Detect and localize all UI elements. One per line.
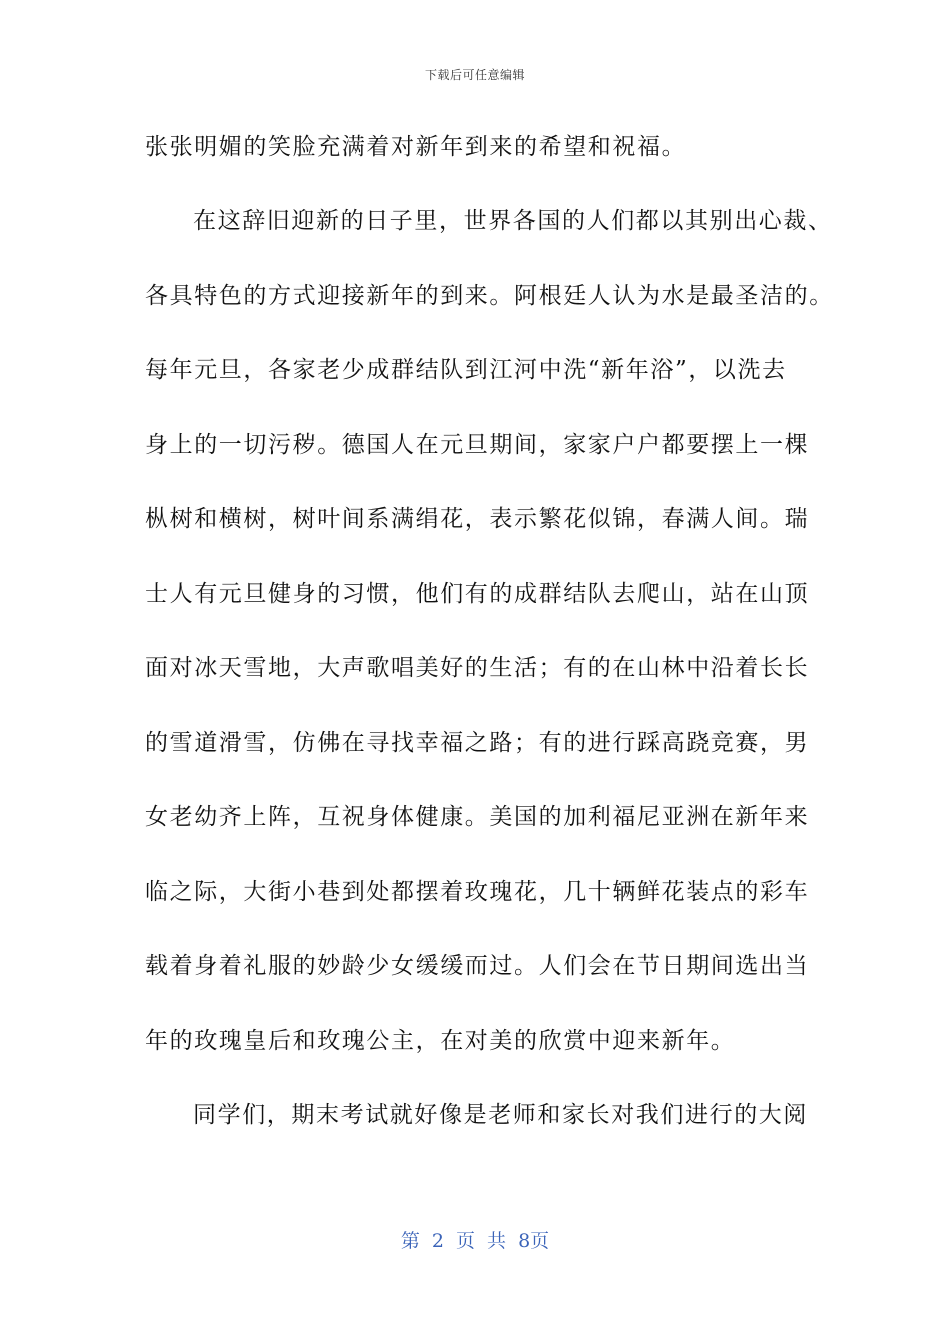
- text-line: 临之际，大街小巷到处都摆着玫瑰花，几十辆鲜花装点的彩车: [145, 879, 810, 905]
- text-line: 在这辞旧迎新的日子里，世界各国的人们都以其别出心裁、: [193, 208, 833, 234]
- text-line: 枞树和横树，树叶间系满绢花，表示繁花似锦，春满人间。瑞: [145, 506, 810, 532]
- text-line: 士人有元旦健身的习惯，他们有的成群结队去爬山，站在山顶: [145, 581, 810, 607]
- text-line: 女老幼齐上阵，互祝身体健康。美国的加利福尼亚洲在新年来: [145, 804, 810, 830]
- header-note: 下载后可任意编辑: [424, 68, 525, 82]
- page-number: 第 2 页 共 8页: [400, 1230, 550, 1252]
- text-line: 张张明媚的笑脸充满着对新年到来的希望和祝福。: [145, 134, 687, 160]
- text-line: 年的玫瑰皇后和玫瑰公主，在对美的欣赏中迎来新年。: [145, 1028, 736, 1054]
- text-line: 载着身着礼服的妙龄少女缓缓而过。人们会在节日期间选出当: [145, 953, 810, 979]
- text-line: 面对冰天雪地，大声歌唱美好的生活；有的在山林中沿着长长: [145, 655, 810, 681]
- text-line: 的雪道滑雪，仿佛在寻找幸福之路；有的进行踩高跷竞赛，男: [145, 730, 810, 756]
- text-line: 同学们，期末考试就好像是老师和家长对我们进行的大阅: [193, 1102, 808, 1128]
- text-line: 身上的一切污秽。德国人在元旦期间，家家户户都要摆上一棵: [145, 432, 810, 458]
- text-line: 各具特色的方式迎接新年的到来。阿根廷人认为水是最圣洁的。: [145, 283, 834, 309]
- text-line: 每年元旦，各家老少成群结队到江河中洗“新年浴”，以洗去: [145, 357, 787, 383]
